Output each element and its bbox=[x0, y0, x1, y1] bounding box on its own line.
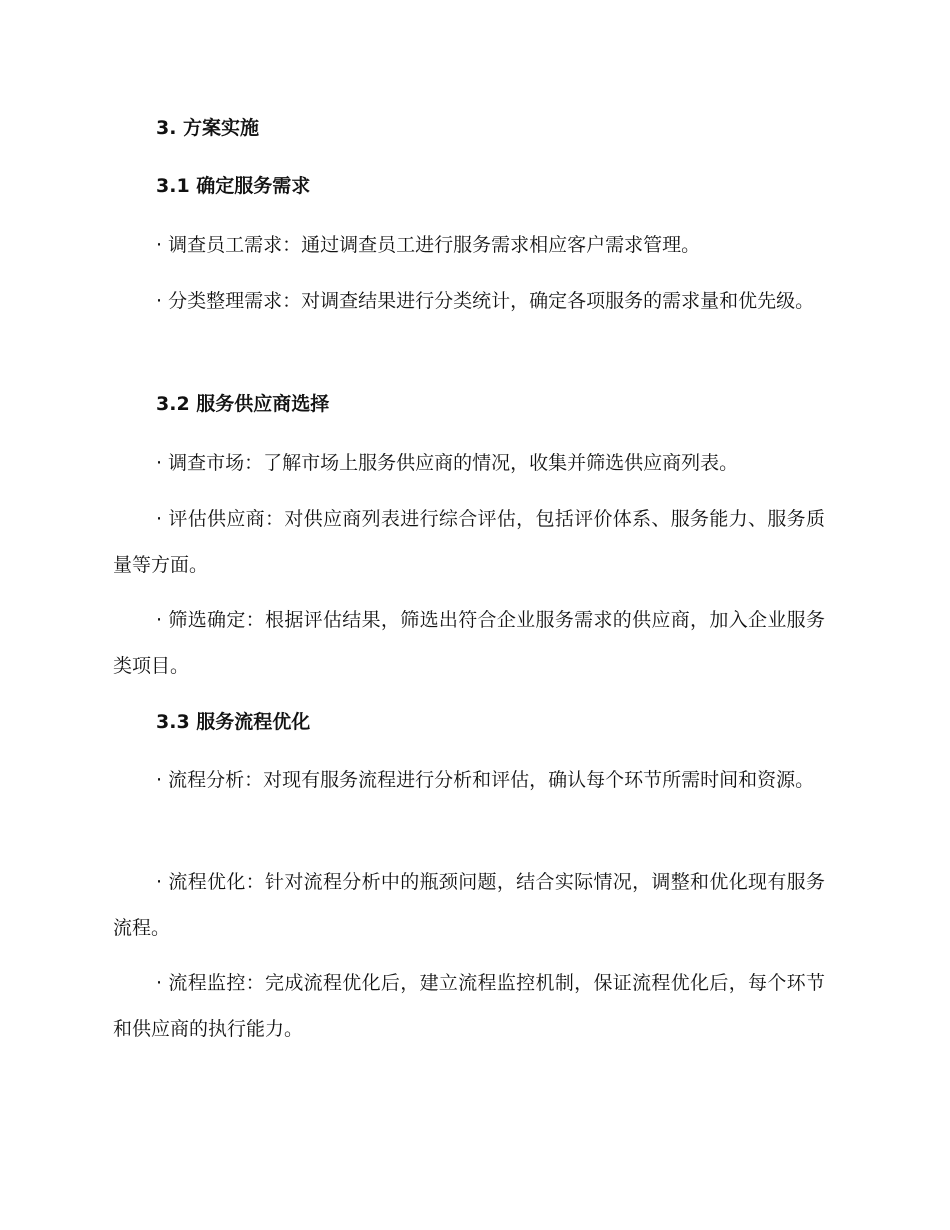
bullet-item: · 调查市场：了解市场上服务供应商的情况，收集并筛选供应商列表。 bbox=[156, 452, 739, 474]
subsection-heading-3-3: 3.3 服务流程优化 bbox=[156, 711, 311, 733]
bullet-item: · 筛选确定：根据评估结果，筛选出符合企业服务需求的供应商，加入企业服务类项目。 bbox=[113, 609, 825, 677]
bullet-item: · 流程监控：完成流程优化后，建立流程监控机制，保证流程优化后，每个环节和供应商的执行能力。 bbox=[113, 972, 825, 1040]
bullet-item: · 流程分析：对现有服务流程进行分析和评估，确认每个环节所需时间和资源。 bbox=[156, 769, 815, 791]
subsection-heading-3-2: 3.2 服务供应商选择 bbox=[156, 393, 330, 415]
bullet-item: · 分类整理需求：对调查结果进行分类统计，确定各项服务的需求量和优先级。 bbox=[156, 290, 815, 312]
subsection-heading-3-1: 3.1 确定服务需求 bbox=[156, 175, 311, 197]
bullet-item: · 评估供应商：对供应商列表进行综合评估，包括评价体系、服务能力、服务质量等方面。 bbox=[113, 508, 825, 576]
section-title: 3. 方案实施 bbox=[156, 117, 260, 139]
bullet-item: · 调查员工需求：通过调查员工进行服务需求相应客户需求管理。 bbox=[156, 234, 701, 256]
bullet-item: · 流程优化：针对流程分析中的瓶颈问题，结合实际情况，调整和优化现有服务流程。 bbox=[113, 871, 825, 939]
